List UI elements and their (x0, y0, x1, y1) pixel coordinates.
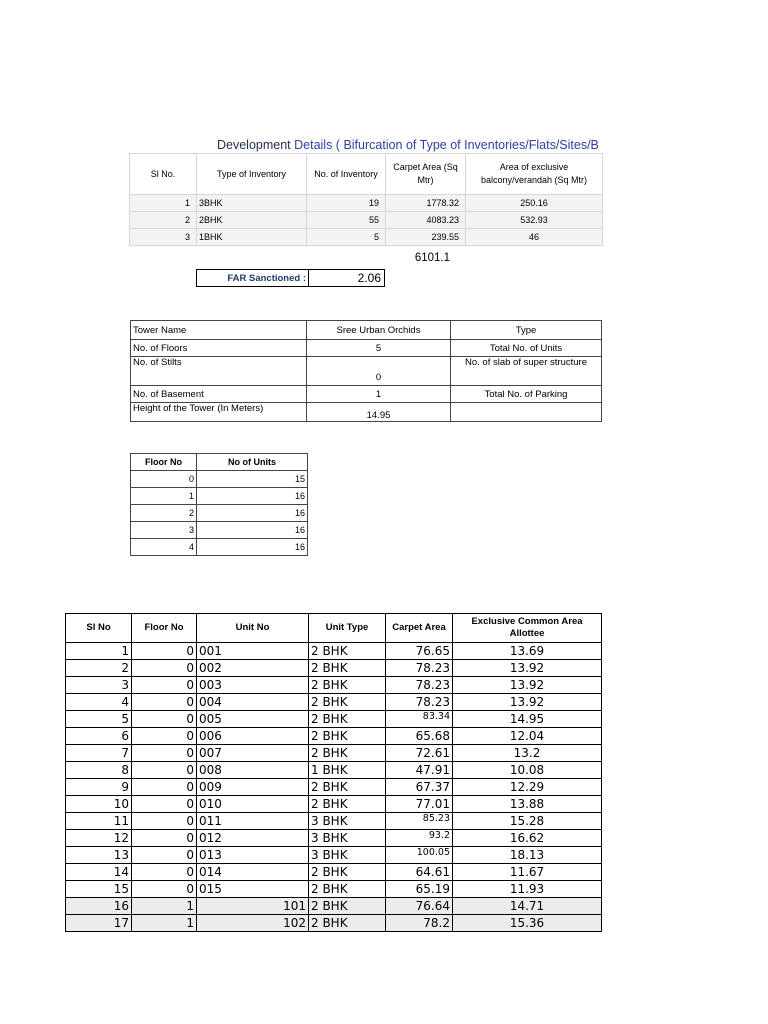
unit-sl-no: 16 (66, 898, 132, 915)
unit-no: 005 (197, 711, 309, 728)
units-header-row (66, 614, 602, 643)
unit-common-area: 12.29 (453, 779, 602, 796)
unit-floor-no: 0 (132, 881, 197, 898)
unit-type: 2 BHK (309, 745, 386, 762)
unit-no: 008 (197, 762, 309, 779)
unit-no: 003 (197, 677, 309, 694)
unit-common-area: 10.08 (453, 762, 602, 779)
table-row (66, 813, 602, 830)
table-row (66, 898, 602, 915)
floor-units-count: 16 (197, 505, 308, 522)
header-sl-no: Sl No. (130, 154, 197, 195)
unit-carpet-area: 72.61 (386, 745, 453, 762)
header-type-of-inventory: Type of Inventory (197, 154, 307, 195)
unit-common-area: 13.92 (453, 677, 602, 694)
table-row (66, 915, 602, 932)
unit-floor-no: 1 (132, 898, 197, 915)
table-row (66, 830, 602, 847)
unit-floor-no: 0 (132, 745, 197, 762)
floor-units-count: 16 (197, 522, 308, 539)
unit-carpet-area: 65.19 (386, 881, 453, 898)
inventory-type: 1BHK (197, 229, 307, 246)
header-balcony-area: Area of exclusive balcony/verandah (Sq Mtr) (466, 154, 603, 195)
unit-floor-no: 0 (132, 847, 197, 864)
unit-type: 3 BHK (309, 813, 386, 830)
header-common-area: Exclusive Common Area Allottee (453, 614, 602, 643)
unit-sl-no: 9 (66, 779, 132, 796)
floors-label: No. of Floors (131, 340, 307, 357)
unit-floor-no: 0 (132, 660, 197, 677)
unit-no: 001 (197, 643, 309, 660)
total-units-label: Total No. of Units (451, 340, 602, 357)
height-label: Height of the Tower (In Meters) (131, 403, 307, 422)
inventory-carpet-area: 1778.32 (386, 195, 466, 212)
slab-label: No. of slab of super structure (451, 357, 602, 386)
tower-row (131, 357, 602, 386)
header-carpet-area: Carpet Area (Sq Mtr) (386, 154, 466, 195)
inventory-carpet-area: 4083.23 (386, 212, 466, 229)
unit-floor-no: 0 (132, 643, 197, 660)
unit-common-area: 13.92 (453, 694, 602, 711)
unit-type: 2 BHK (309, 728, 386, 745)
unit-common-area: 11.67 (453, 864, 602, 881)
far-value: 2.06 (309, 270, 385, 287)
unit-common-area: 18.13 (453, 847, 602, 864)
unit-type: 2 BHK (309, 898, 386, 915)
inventory-type: 3BHK (197, 195, 307, 212)
floor-row (131, 505, 308, 522)
header-no-of-inventory: No. of Inventory (307, 154, 386, 195)
unit-carpet-area: 85.23 (386, 813, 453, 830)
unit-no: 101 (197, 898, 309, 915)
unit-no: 002 (197, 660, 309, 677)
table-row (66, 643, 602, 660)
unit-floor-no: 0 (132, 864, 197, 881)
empty-cell (451, 403, 602, 422)
table-row (66, 881, 602, 898)
unit-sl-no: 14 (66, 864, 132, 881)
unit-floor-no: 0 (132, 813, 197, 830)
unit-carpet-area: 47.91 (386, 762, 453, 779)
header-carpet-area: Carpet Area (386, 614, 453, 643)
floor-units-count: 16 (197, 539, 308, 556)
far-label: FAR Sanctioned : (197, 270, 309, 287)
floor-no: 2 (131, 505, 197, 522)
inventory-balcony-area: 532.93 (466, 212, 603, 229)
unit-type: 2 BHK (309, 660, 386, 677)
floor-no: 1 (131, 488, 197, 505)
unit-common-area: 14.95 (453, 711, 602, 728)
stilts-label: No. of Stilts (131, 357, 307, 386)
unit-common-area: 14.71 (453, 898, 602, 915)
basement-value: 1 (307, 386, 451, 403)
unit-type: 1 BHK (309, 762, 386, 779)
table-row (66, 847, 602, 864)
unit-common-area: 16.62 (453, 830, 602, 847)
table-row (66, 694, 602, 711)
unit-sl-no: 12 (66, 830, 132, 847)
title-part-1: Development (217, 138, 291, 152)
far-sanctioned-box (196, 269, 385, 287)
floor-units-count: 15 (197, 471, 308, 488)
unit-common-area: 12.04 (453, 728, 602, 745)
unit-no: 007 (197, 745, 309, 762)
unit-type: 2 BHK (309, 915, 386, 932)
unit-no: 011 (197, 813, 309, 830)
inventory-header-row (130, 154, 603, 195)
unit-type: 2 BHK (309, 864, 386, 881)
parking-label: Total No. of Parking (451, 386, 602, 403)
tower-row (131, 340, 602, 357)
unit-common-area: 15.28 (453, 813, 602, 830)
tower-name-label: Tower Name (131, 321, 307, 340)
table-row (66, 779, 602, 796)
unit-common-area: 15.36 (453, 915, 602, 932)
inventory-table (129, 153, 603, 246)
inventory-carpet-area: 239.55 (386, 229, 466, 246)
unit-no: 014 (197, 864, 309, 881)
unit-carpet-area: 67.37 (386, 779, 453, 796)
unit-type: 2 BHK (309, 677, 386, 694)
table-row (66, 660, 602, 677)
height-value: 14.95 (307, 403, 451, 422)
header-unit-no: Unit No (197, 614, 309, 643)
inventory-balcony-area: 46 (466, 229, 603, 246)
unit-sl-no: 4 (66, 694, 132, 711)
unit-sl-no: 15 (66, 881, 132, 898)
unit-type: 2 BHK (309, 796, 386, 813)
floor-row (131, 522, 308, 539)
unit-sl-no: 7 (66, 745, 132, 762)
unit-no: 010 (197, 796, 309, 813)
tower-name-value: Sree Urban Orchids (307, 321, 451, 340)
header-sl-no: Sl No (66, 614, 132, 643)
unit-carpet-area: 65.68 (386, 728, 453, 745)
unit-carpet-area: 78.23 (386, 660, 453, 677)
floor-units-table (130, 453, 308, 556)
unit-type: 2 BHK (309, 779, 386, 796)
unit-carpet-area: 76.64 (386, 898, 453, 915)
tower-row (131, 321, 602, 340)
unit-carpet-area: 93.2 (386, 830, 453, 847)
inventory-sl-no: 2 (130, 212, 197, 229)
header-unit-type: Unit Type (309, 614, 386, 643)
unit-sl-no: 8 (66, 762, 132, 779)
unit-no: 004 (197, 694, 309, 711)
inventory-sl-no: 3 (130, 229, 197, 246)
floor-units-count: 16 (197, 488, 308, 505)
inventory-count: 55 (307, 212, 386, 229)
unit-sl-no: 17 (66, 915, 132, 932)
inventory-row (130, 229, 603, 246)
inventory-sl-no: 1 (130, 195, 197, 212)
table-row (66, 762, 602, 779)
unit-floor-no: 0 (132, 796, 197, 813)
floor-row (131, 539, 308, 556)
inventory-row (130, 195, 603, 212)
unit-floor-no: 1 (132, 915, 197, 932)
unit-sl-no: 11 (66, 813, 132, 830)
unit-no: 006 (197, 728, 309, 745)
unit-carpet-area: 100.05 (386, 847, 453, 864)
unit-sl-no: 2 (66, 660, 132, 677)
unit-common-area: 13.92 (453, 660, 602, 677)
unit-carpet-area: 83.34 (386, 711, 453, 728)
table-row (66, 728, 602, 745)
unit-no: 009 (197, 779, 309, 796)
unit-no: 013 (197, 847, 309, 864)
unit-floor-no: 0 (132, 677, 197, 694)
tower-row (131, 386, 602, 403)
unit-floor-no: 0 (132, 762, 197, 779)
table-row (66, 711, 602, 728)
inventory-balcony-area: 250.16 (466, 195, 603, 212)
unit-common-area: 13.69 (453, 643, 602, 660)
inventory-type: 2BHK (197, 212, 307, 229)
unit-carpet-area: 78.2 (386, 915, 453, 932)
unit-floor-no: 0 (132, 830, 197, 847)
header-floor-no: Floor No (131, 454, 197, 471)
table-row (66, 796, 602, 813)
unit-details-table (65, 613, 602, 932)
unit-carpet-area: 78.23 (386, 677, 453, 694)
stilts-value: 0 (307, 357, 451, 386)
unit-sl-no: 5 (66, 711, 132, 728)
floor-no: 0 (131, 471, 197, 488)
unit-type: 2 BHK (309, 711, 386, 728)
unit-carpet-area: 78.23 (386, 694, 453, 711)
floor-row (131, 471, 308, 488)
floor-no: 4 (131, 539, 197, 556)
unit-no: 012 (197, 830, 309, 847)
unit-sl-no: 13 (66, 847, 132, 864)
header-no-of-units: No of Units (197, 454, 308, 471)
unit-type: 3 BHK (309, 847, 386, 864)
unit-common-area: 11.93 (453, 881, 602, 898)
floor-header-row (131, 454, 308, 471)
unit-carpet-area: 64.61 (386, 864, 453, 881)
tower-row (131, 403, 602, 422)
unit-common-area: 13.88 (453, 796, 602, 813)
inventory-row (130, 212, 603, 229)
unit-sl-no: 3 (66, 677, 132, 694)
unit-type: 2 BHK (309, 881, 386, 898)
total-carpet-area: 6101.1 (414, 252, 450, 264)
unit-carpet-area: 76.65 (386, 643, 453, 660)
unit-floor-no: 0 (132, 694, 197, 711)
title-part-2: Details ( Bifurcation of Type of Inventories/Flats/Sites/B (290, 138, 599, 152)
unit-sl-no: 1 (66, 643, 132, 660)
inventory-count: 19 (307, 195, 386, 212)
tower-type-label: Type (451, 321, 602, 340)
basement-label: No. of Basement (131, 386, 307, 403)
table-row (66, 745, 602, 762)
table-row (66, 864, 602, 881)
unit-carpet-area: 77.01 (386, 796, 453, 813)
tower-table (130, 320, 602, 422)
unit-floor-no: 0 (132, 711, 197, 728)
unit-type: 2 BHK (309, 643, 386, 660)
unit-no: 015 (197, 881, 309, 898)
inventory-count: 5 (307, 229, 386, 246)
unit-sl-no: 10 (66, 796, 132, 813)
floor-no: 3 (131, 522, 197, 539)
header-floor-no: Floor No (132, 614, 197, 643)
unit-common-area: 13.2 (453, 745, 602, 762)
unit-sl-no: 6 (66, 728, 132, 745)
unit-floor-no: 0 (132, 779, 197, 796)
unit-no: 102 (197, 915, 309, 932)
unit-floor-no: 0 (132, 728, 197, 745)
unit-type: 3 BHK (309, 830, 386, 847)
unit-type: 2 BHK (309, 694, 386, 711)
table-row (66, 677, 602, 694)
floor-row (131, 488, 308, 505)
floors-value: 5 (307, 340, 451, 357)
